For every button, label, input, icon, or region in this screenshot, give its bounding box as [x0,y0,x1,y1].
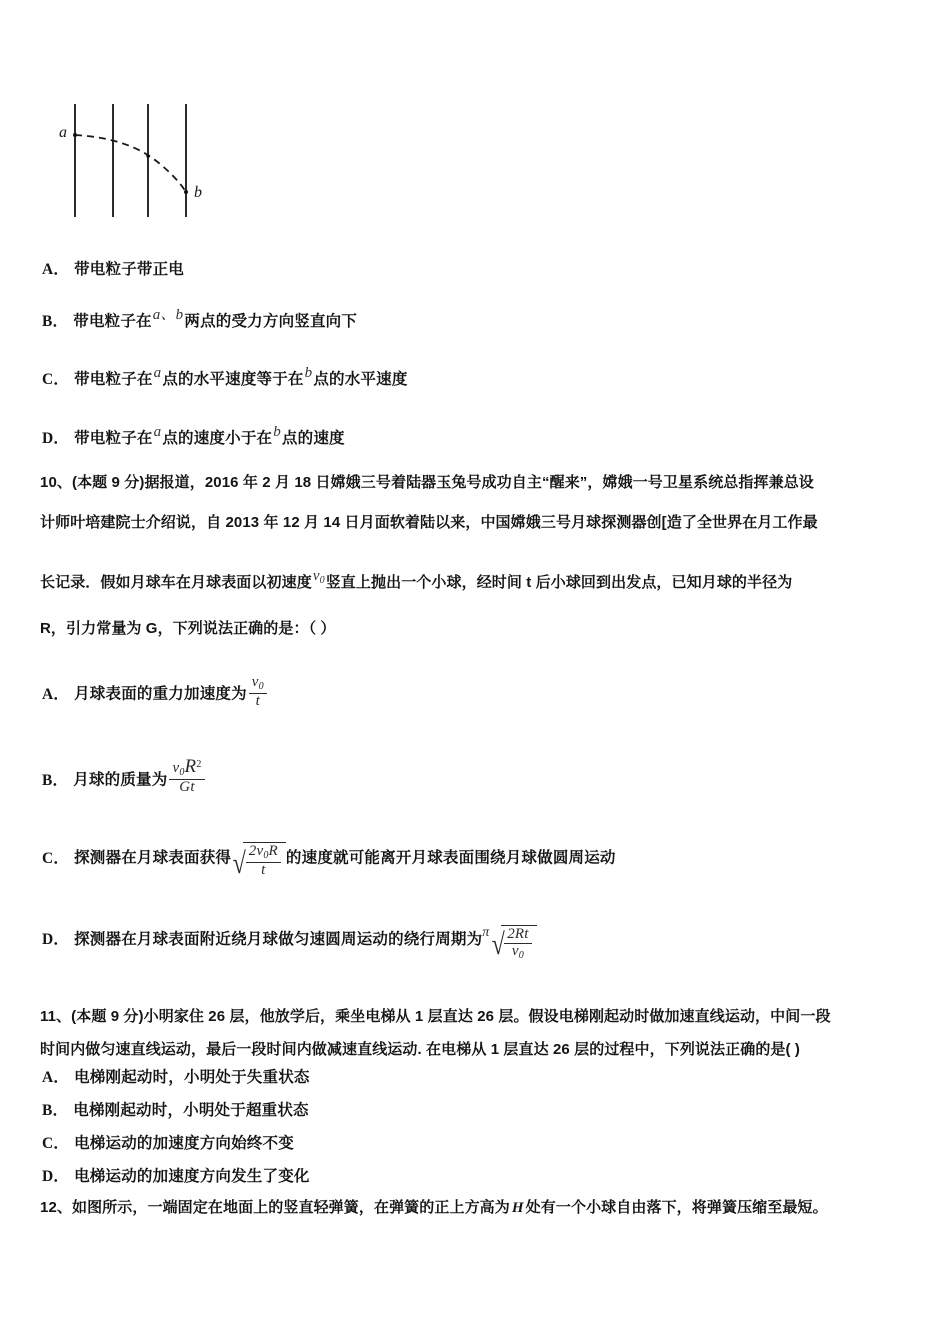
q11-option-b-mark: B． [42,1102,69,1119]
q11-option-a-mark: A． [42,1069,70,1086]
q11-option-b[interactable] [42,1098,309,1120]
point-b-marker [184,190,188,194]
q9-option-d-symbol-b: b [273,424,281,440]
fraction-denominator: $v_0$ [504,943,531,962]
q9-option-d-text-3: 点的速度 [281,430,345,447]
point-a-label: a [59,124,67,141]
fraction-numerator: $v_0R^2$ [172,756,202,778]
q9-option-a-mark: A． [42,261,70,278]
q10-option-d-pi-symbol: π [482,925,490,940]
q10-line-1: 10、(本题 9 分)据报道，2016 年 2 月 18 日嫦娥三号着陆器玉兔号成功自主“醒来”，嫦娥一号卫星系统总指挥兼总设 [40,474,814,491]
q9-option-d-text-1: 带电粒子在 [74,430,153,447]
q12-text-1: 12、如图所示，一端固定在地面上的竖直轻弹簧，在弹簧的正上方高为 [40,1199,510,1216]
q10-initial-velocity-symbol: $v_0$ [312,568,325,586]
q12-text-2: 处有一个小球自由落下，将弹簧压缩至最短。 [525,1199,828,1216]
q10-option-c-text-2: 的速度就可能离开月球表面围绕月球做圆周运动 [285,849,616,867]
q10-option-c-formula [231,842,286,881]
radical-sign: √ [491,928,505,961]
fraction-numerator: 2Rt [507,926,529,943]
q9-option-c-text-1: 带电粒子在 [74,371,153,388]
q9-option-c-symbol-b: b [304,365,313,381]
radical-body [501,925,536,961]
q9-option-c-symbol-a: a [153,365,162,381]
q9-option-d-symbol-a: a [153,424,162,440]
fraction-denominator: t [246,862,281,879]
point-a-marker [73,133,77,137]
q10-option-a-formula [247,675,269,709]
q11-option-d[interactable] [42,1164,310,1186]
charged-particle-field-lines-diagram [55,92,235,232]
q10-option-d-formula [490,925,537,962]
q10-option-b-text: 月球的质量为 [73,771,168,789]
q10-option-b-formula [167,757,206,795]
q11-option-c-text: 电梯运动的加速度方向始终不变 [74,1135,294,1152]
q10-line-2: 计师叶培建院士介绍说，自 2013 年 12 月 14 日月面软着陆以来，中国嫦娥三号月球探测器创[造了全世界在月工作最 [40,514,818,531]
q11-option-c-mark: C． [42,1135,70,1152]
q11-line-2: 时间内做匀速直线运动，最后一段时间内做减速直线运动. 在电梯从 1 层直达 26 层的过程中，下列说法正确的是( ) [40,1041,800,1058]
q9-option-d[interactable] [42,424,345,448]
q9-option-c-text-2: 点的水平速度等于在 [162,371,304,388]
radical-body [243,842,286,878]
q10-line-3 [40,568,792,592]
q11-line-1: 11、(本题 9 分)小明家住 26 层，他放学后，乘坐电梯从 1 层直达 26 层。假设电梯刚起动时做加速直线运动，中间一段 [40,1008,831,1025]
q10-option-d[interactable] [42,925,537,962]
q10-option-b[interactable] [42,757,207,795]
point-b-label: b [194,184,202,201]
q11-option-a[interactable] [42,1065,310,1087]
q10-option-d-mark: D． [42,931,70,948]
q9-option-b-text-1: 带电粒子在 [73,313,152,330]
q9-option-b-mark: B． [42,313,69,330]
q11-option-d-mark: D． [42,1168,70,1185]
q9-option-d-text-2: 点的速度小于在 [162,430,273,447]
q9-option-d-mark: D． [42,430,70,447]
q9-option-a[interactable] [42,257,184,279]
q10-option-a-mark: A． [42,685,70,703]
q10-option-a[interactable] [42,675,269,709]
q9-option-a-text: 带电粒子带正电 [74,261,184,278]
fraction-denominator: t [249,693,267,710]
radical-sign: √ [232,846,247,880]
q9-option-b[interactable] [42,303,357,331]
fraction-numerator: $2v_0R$ [248,843,278,861]
q11-option-c[interactable] [42,1131,294,1153]
q9-option-c-mark: C． [42,371,70,388]
q10-line-4: R，引力常量为 G，下列说法正确的是：（ ） [40,620,336,637]
q9-option-b-text-2: 两点的受力方向竖直向下 [184,313,358,330]
q10-option-c-mark: C． [42,849,70,867]
q10-option-d-text: 探测器在月球表面附近绕月球做匀速圆周运动的绕行周期为 [74,931,483,948]
q10-option-b-mark: B． [42,771,69,789]
q12-line-1 [40,1196,828,1217]
q9-option-c-text-3: 点的水平速度 [313,371,408,388]
fraction-numerator: $v_0$ [251,674,264,692]
q10-option-c-text-1: 探测器在月球表面获得 [74,849,232,867]
trajectory-curve [55,92,235,232]
q11-option-b-text: 电梯刚起动时，小明处于超重状态 [73,1102,309,1119]
q9-option-b-symbols: a、b [152,307,184,323]
fraction-denominator: Gt [169,779,204,796]
q9-option-c[interactable] [42,365,408,389]
q12-height-symbol: H [511,1200,524,1216]
q10-option-c[interactable] [42,842,616,881]
q10-line-3-text-1: 长记录．假如月球车在月球表面以初速度 [40,574,312,591]
q11-option-d-text: 电梯运动的加速度方向发生了变化 [74,1168,310,1185]
q11-option-a-text: 电梯刚起动时，小明处于失重状态 [74,1069,310,1086]
q10-line-3-text-2: 竖直上抛出一个小球，经时间 t 后小球回到出发点，已知月球的半径为 [325,574,793,591]
q10-option-a-text: 月球表面的重力加速度为 [74,685,247,703]
